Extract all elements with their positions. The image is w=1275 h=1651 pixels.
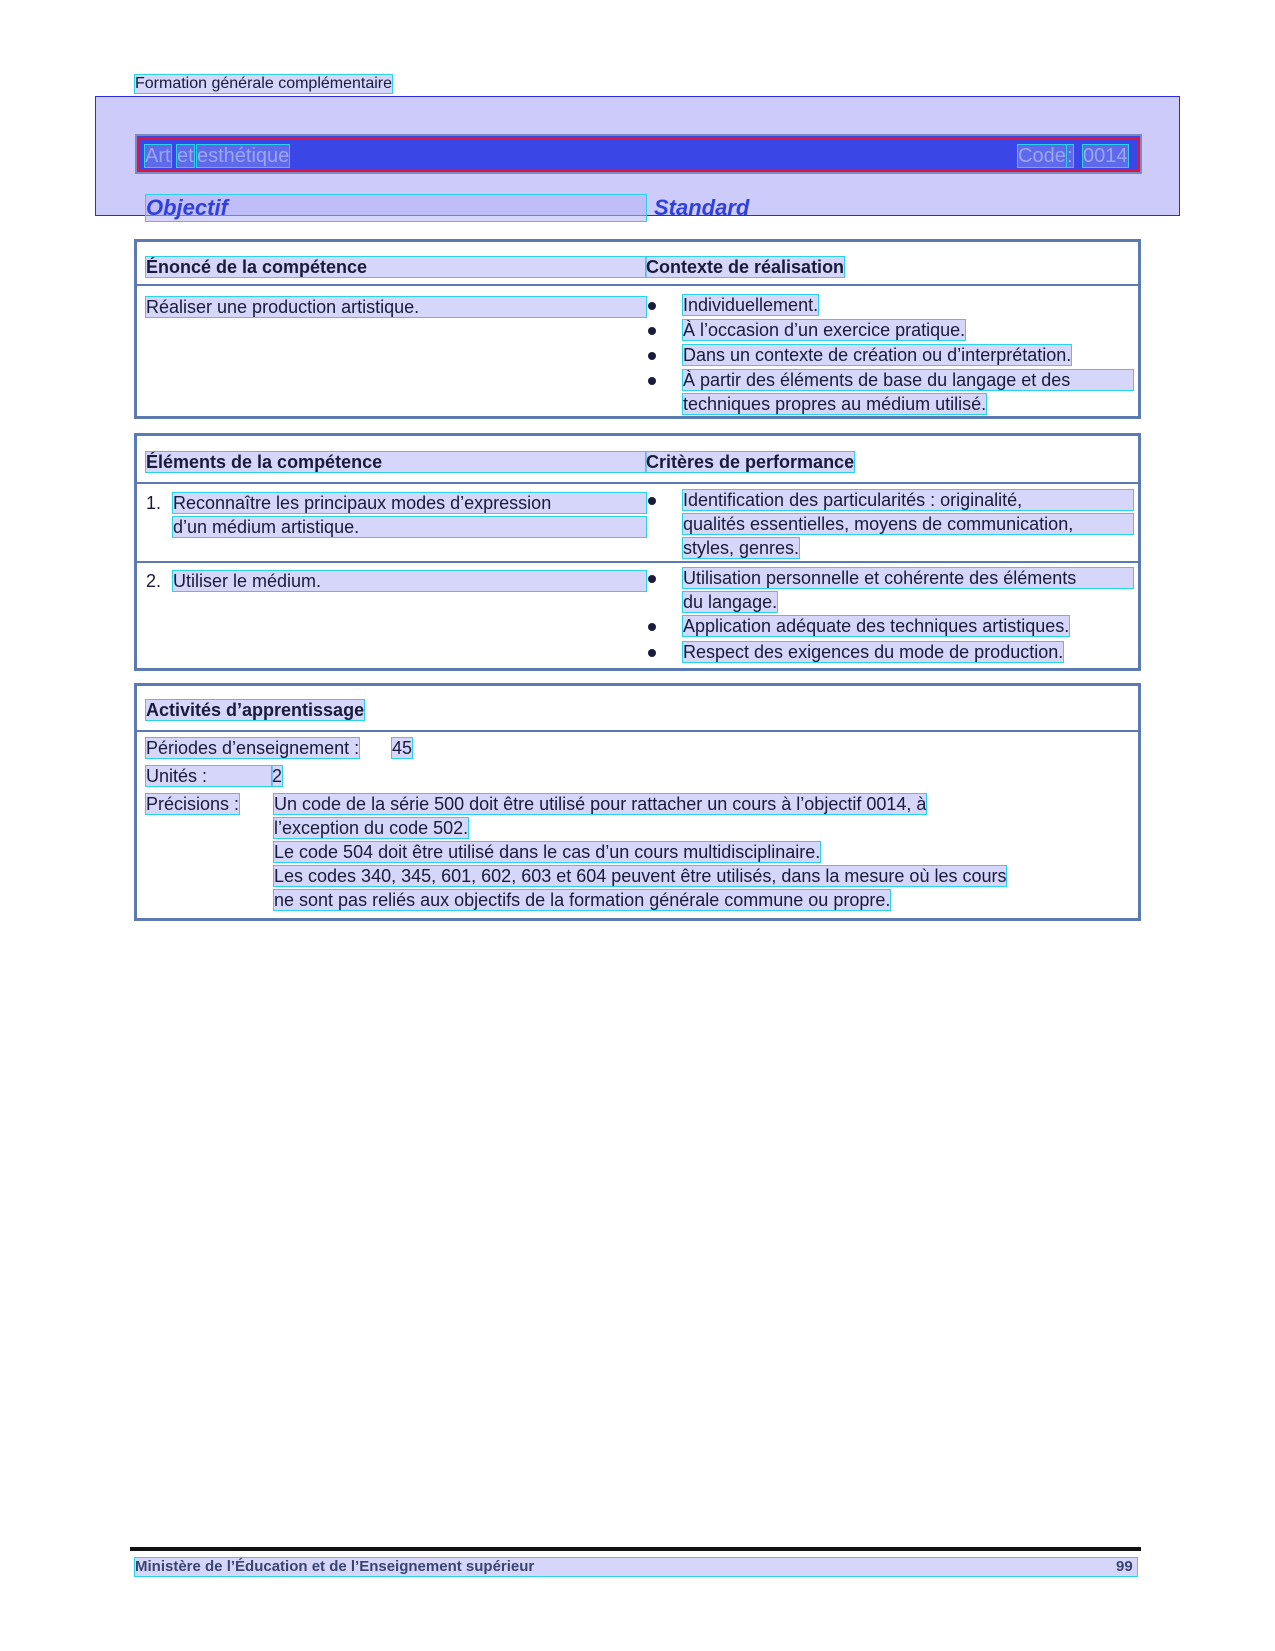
- footer-ministry: Ministère de l’Éducation et de l’Enseignement supérieur: [135, 1558, 1137, 1576]
- bullet-icon: [648, 327, 656, 335]
- precisions-line-3: Le code 504 doit être utilisé dans le cas d’un cours multidisciplinaire.: [274, 842, 821, 862]
- row-divider: [137, 561, 1138, 563]
- contexte-heading: Contexte de réalisation: [646, 257, 845, 277]
- bullet-icon: [648, 497, 656, 505]
- precisions-label: Précisions :: [146, 794, 240, 814]
- element-1-number: 1.: [146, 493, 162, 513]
- critere-1-line-1: Identification des particularités : originalité,: [683, 490, 1133, 510]
- title-word-art: Art: [145, 145, 171, 167]
- precisions-line-2: l’exception du code 502.: [274, 818, 469, 838]
- code-value: 0014: [1083, 145, 1128, 167]
- elements-box: [134, 433, 1141, 671]
- critere-3: Application adéquate des techniques artistiques.: [683, 616, 1070, 636]
- bullet-icon: [648, 352, 656, 360]
- critere-4: Respect des exigences du mode de production.: [683, 642, 1064, 662]
- contexte-item-4-cont: techniques propres au médium utilisé.: [683, 394, 987, 414]
- unites-value: 2: [272, 766, 283, 786]
- unites-label: Unités :: [146, 766, 272, 786]
- precisions-line-5: ne sont pas reliés aux objectifs de la formation générale commune ou propre.: [274, 890, 891, 910]
- bullet-icon: [648, 623, 656, 631]
- objectif-label: Objectif: [146, 195, 646, 221]
- precisions-line-4: Les codes 340, 345, 601, 602, 603 et 604 peuvent être utilisés, dans la mesure où les cours: [274, 866, 1007, 886]
- activites-box: [134, 683, 1141, 921]
- bullet-icon: [648, 377, 656, 385]
- element-2-number: 2.: [146, 571, 162, 591]
- title-bar: [135, 134, 1142, 174]
- footer-page-number: 99: [1116, 1558, 1133, 1575]
- enonce-text: Réaliser une production artistique.: [146, 297, 646, 317]
- contexte-item-2: À l’occasion d’un exercice pratique.: [683, 320, 966, 340]
- bullet-icon: [648, 649, 656, 657]
- code-label: Code: [1018, 145, 1066, 167]
- section-label: Formation générale complémentaire: [135, 75, 393, 92]
- bullet-icon: [648, 302, 656, 310]
- contexte-item-1: Individuellement.: [683, 295, 819, 315]
- title-word-et: et: [177, 145, 194, 167]
- criteres-heading: Critères de performance: [646, 452, 855, 472]
- elements-heading: Éléments de la compétence: [146, 452, 646, 472]
- element-2-text: Utiliser le médium.: [173, 571, 646, 591]
- footer-rule: [130, 1547, 1141, 1551]
- element-1-line-1: Reconnaître les principaux modes d’expression: [173, 493, 646, 513]
- contexte-item-3: Dans un contexte de création ou d’interprétation.: [683, 345, 1072, 365]
- bullet-icon: [648, 575, 656, 583]
- enonce-heading: Énoncé de la compétence: [146, 257, 646, 277]
- element-1-line-2: d’un médium artistique.: [173, 517, 646, 537]
- competence-box: [134, 239, 1141, 419]
- critere-2-line-1: Utilisation personnelle et cohérente des éléments: [683, 568, 1133, 588]
- periodes-label: Périodes d’enseignement :: [146, 738, 360, 758]
- activites-heading: Activités d’apprentissage: [146, 700, 365, 720]
- contexte-item-4: À partir des éléments de base du langage et des: [683, 370, 1133, 390]
- critere-1-line-2: qualités essentielles, moyens de communication,: [683, 514, 1133, 534]
- periodes-value: 45: [392, 738, 413, 758]
- code-separator: :: [1067, 145, 1073, 167]
- critere-1-line-3: styles, genres.: [683, 538, 800, 558]
- critere-2-line-2: du langage.: [683, 592, 778, 612]
- precisions-line-1: Un code de la série 500 doit être utilisé pour rattacher un cours à l’objectif 0014, à: [274, 794, 927, 814]
- standard-label: Standard: [654, 195, 750, 220]
- title-word-esthetique: esthétique: [197, 145, 290, 167]
